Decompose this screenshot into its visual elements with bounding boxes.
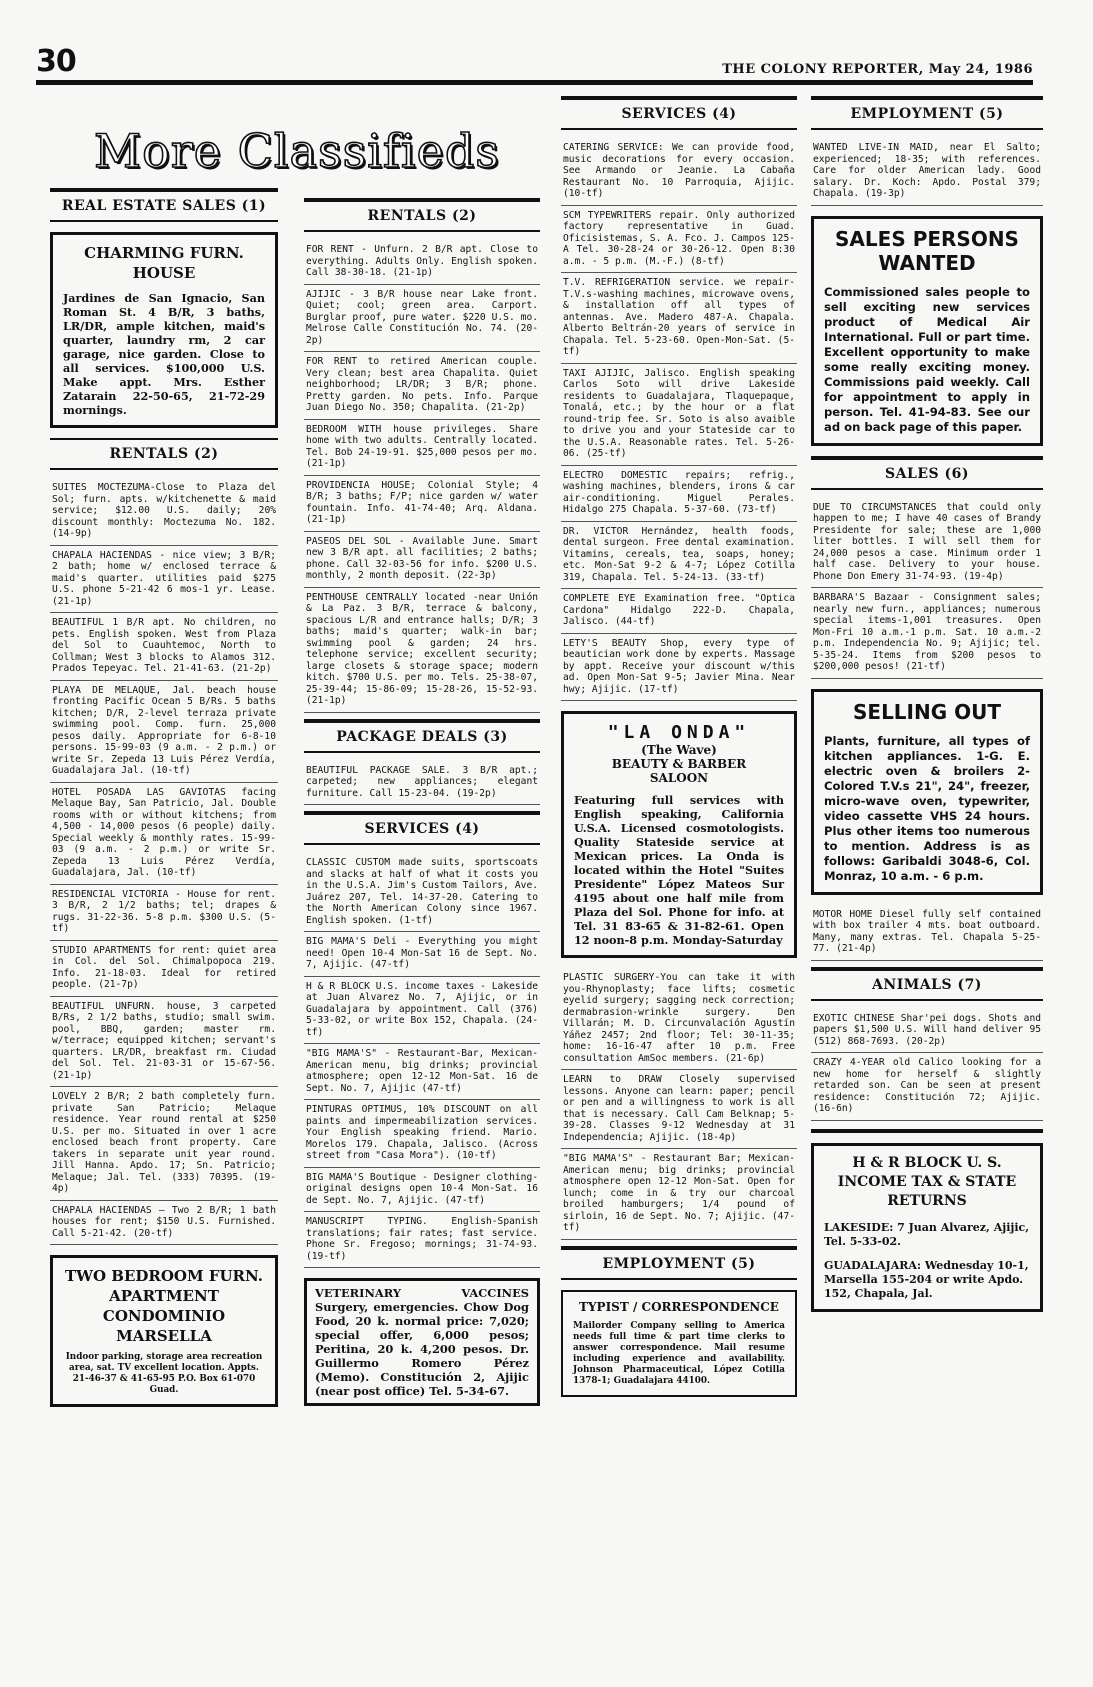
classified-ad: T.V. REFRIGERATION service. we repair-T.V.s-washing machines, microwave ovens, & installation off all types of antennas. Ave. Madero 487-A. Chapala. Alberto Beltrán-20 years of service in Chapala. Tel. 5-23-60. Open-Mon-Sat. (5-tf)	[561, 273, 797, 364]
classified-ad: BEAUTIFUL UNFURN. house, 3 carpeted B/Rs, 2 1/2 baths, studio; small swim. pool, BBQ, garden; master rm. w/terrace; equipped kitchen; servant's quarters. LR/DR, breakfast rm. Ciudad del Sol. Tel. 21-03-31 or 15-67-56. (21-1p)	[50, 997, 278, 1088]
classified-ad: CHAPALA HACIENDAS — Two 2 B/R; 1 bath houses for rent; $150 U.S. Furnished. Call 5-21-42. (20-tf)	[50, 1201, 278, 1246]
classified-ad: CLASSIC CUSTOM made suits, sportscoats and slacks at half of what it costs you in the U.S.A. Jim's Custom Tailors, Ave. Juárez 207, Tel. 14-37-20. Catering to the North American Colony since 1967. English spoken. (1-tf)	[304, 853, 540, 932]
column-3	[561, 96, 797, 1407]
ad-headline: H & R BLOCK U. S. INCOME TAX & STATE RETURNS	[837, 1154, 1017, 1209]
classified-ad: MANUSCRIPT TYPING. English-Spanish translations; fair rates; fast service. Phone Sr. Fregoso; mornings; 31-74-93. (19-tf)	[304, 1212, 540, 1268]
ad-body: VETERINARY VACCINES Surgery, emergencies. Chow Dog Food, 20 k. normal price: 7,020; special offer, 6,000 pesos; Peritina, 20 k. 4,200 pesos. Dr. Guillermo Romero Pérez (Memo). Constitución 2, Ajijic (near post office) Tel. 5-34-67.	[315, 1286, 529, 1398]
section-heading-sales: SALES (6)	[811, 456, 1043, 490]
section-heading-services: SERVICES (4)	[304, 811, 540, 845]
ad-body: Indoor parking, storage area recreation area, sat. TV excellent location. Appts. 21-46-37 & 41-65-95 P.O. Box 61-070 Guad.	[65, 1352, 263, 1395]
classified-ad: PINTURAS OPTIMUS, 10% DISCOUNT on all paints and impermeabilization services. Your English speaking friend. Mario. Morelos 179. Chapala, Jalisco. (Across street from "Casa Mora"). (10-tf)	[304, 1100, 540, 1168]
ad-subtitle: (The Wave)	[641, 743, 717, 757]
classified-ad: H & R BLOCK U.S. income taxes - Lakeside at Juan Alvarez No. 7, Ajijic, or in Guadalajara by appointment. Call (376) 5-33-02, or write Box 152, Chapala. (24-tf)	[304, 977, 540, 1045]
classified-ad: BARBARA'S Bazaar - Consignment sales; nearly new furn., appliances; numerous special items-1,001 treasures. Open Mon-Fri 10 a.m.-1 p.m. Sat. 10 a.m.-2 p.m. Independencia No. 9; Ajijic; tel. 5-35-24. Items from $200 pesos to $200,000 pesos! (21-tf)	[811, 588, 1043, 679]
classified-ad: "BIG MAMA'S" - Restaurant-Bar, Mexican-American menu, big drinks; provincial atmosphere; open 12-12 Mon-Sat. 16 de Sept. No. 7, Ajijic (47-tf)	[304, 1044, 540, 1100]
classified-ad: BIG MAMA'S Deli - Everything you might need! Open 10-4 Mon-Sat 16 de Sept. No. 7, Ajijic. (47-tf)	[304, 932, 540, 977]
classified-ad: BEAUTIFUL 1 B/R apt. No children, no pets. English spoken. West from Plaza del Sol to Cuauhtemoc, North to Collman; West 3 blocks to Alamos 312. Prados Tepeyac. Tel. 21-41-63. (21-2p)	[50, 613, 278, 681]
column-4	[811, 96, 1043, 1322]
section-heading-rentals: RENTALS (2)	[50, 438, 278, 470]
ad-subtitle: BEAUTY & BARBER	[611, 757, 747, 771]
classified-ad: COMPLETE EYE Examination free. "Optica Cardona" Hidalgo 222-D. Chapala, Jalisco. (44-tf)	[561, 589, 797, 634]
ad-body: Commissioned sales people to sell exciting new services product of Medical Air International. Full or part time. Excellent opportunity to make some really exciting money. Commissions paid weekly. Call for appointment to apply in person. Tel. 41-94-83. See our ad on back page of this paper.	[824, 284, 1030, 434]
ad-body: Jardines de San Ignacio, San Roman St. 4 B/R, 3 baths, LR/DR, ample kitchen, maid's quarter, laundry rm, 2 car garage, nice garden. Close to all services. $100,000 U.S. Make appt. Mrs. Esther Zatarain 22-50-65, 21-72-29 mornings.	[63, 291, 265, 417]
page-header: THE COLONY REPORTER, May 24, 1986	[722, 62, 1033, 77]
divider	[811, 1129, 1043, 1133]
classified-ad: CRAZY 4-YEAR old Calico looking for a new home for herself & slightly retarded son. Can be seen at present residence: Constitución 72; Ajijic. (16-6n)	[811, 1053, 1043, 1121]
section-heading-rentals: RENTALS (2)	[304, 198, 540, 232]
classified-ad: PROVIDENCIA HOUSE; Colonial Style; 4 B/R; 3 baths; F/P; nice garden w/ water fountain. Info. 41-74-40; Arq. Aldana. (21-1p)	[304, 476, 540, 532]
ad-headline: CHARMING FURN. HOUSE	[84, 244, 244, 282]
top-rule	[36, 80, 1033, 85]
classified-ad: STUDIO APARTMENTS for rent: quiet area in Col. del Sol. Chimalpopoca 219. Info. 21-18-03. Ideal for retired people. (21-7p)	[50, 941, 278, 997]
ad-body: GUADALAJARA: Wednesday 10-1, Marsella 155-204 or write Apdo. 152, Chapala, Jal.	[824, 1258, 1029, 1300]
ad-headline: TYPIST / CORRESPONDENCE	[579, 1299, 779, 1314]
classified-ad: LEARN to DRAW Closely supervised lessons. Anyone can learn: paper; pencil or pen and a willingness to work is all that is necessary. Call Cam Belknap; 5-39-28. Classes 9-12 Wednesday at 31 Independencia; Ajijic. (18-4p)	[561, 1070, 797, 1149]
section-heading-employment: EMPLOYMENT (5)	[561, 1246, 797, 1280]
classified-ad: LOVELY 2 B/R; 2 bath completely furn. private San Patricio; Melaque residence. Year round rental at $250 U.S. per mo. Situated in over 1 acre enclosed beach front property. Care takers in separate unit year round. Jill Hanna. Apdo. 17; Sn. Patricio; Melaque; Jal. Tel. (333) 70395. (19-4p)	[50, 1087, 278, 1201]
classified-ad: BEDROOM WITH house privileges. Share home with two adults. Centrally located. Tel. Bob 24-19-91. $25,000 pesos per mo. (21-1p)	[304, 420, 540, 476]
ad-headline: SELLING OUT	[853, 699, 1001, 724]
classified-ad: BEAUTIFUL PACKAGE SALE. 3 B/R apt.; carpeted; new appliances; elegant furniture. Call 15-23-04. (19-2p)	[304, 761, 540, 806]
classified-ad: SUITES MOCTEZUMA-Close to Plaza del Sol; furn. apts. w/kitchenette & maid service; $12.00 U.S. daily; 20% discount monthly: Moctezuma No. 182. (14-9p)	[50, 478, 278, 546]
classified-ad: PENTHOUSE CENTRALLY located -near Unión & La Paz. 3 B/R, terrace & balcony, spacious L/R and entrance halls; D/R; 3 baths; maid's quarter; walk-in bar; swimming pool & garden; 24 hrs. telephone service; excellent security; large closets & storage space; modern kitch. $700 U.S. per mo. Tels. 25-38-07, 25-39-44; 15-86-09; 15-28-26, 15-52-93. (21-1p)	[304, 588, 540, 713]
section-heading-package-deals: PACKAGE DEALS (3)	[304, 719, 540, 753]
classified-ad: PLAYA DE MELAQUE, Jal. beach house fronting Pacific Ocean 5 B/Rs. 5 baths kitchen; D/R, 2-level terraza private swimming pool. Comp. furn. 25,000 pesos daily. Appropriate for 6-8-10 persons. 15-99-03 (9 a.m. - 2 p.m.) or write Sr. Zepeda 13 Luis Pérez Verdía, Guadalajara Jal. (10-tf)	[50, 681, 278, 783]
ad-headline: TWO BEDROOM FURN. APARTMENT CONDOMINIO MARSELLA	[64, 1267, 263, 1345]
featured-ad-typist	[561, 1290, 797, 1397]
ad-body: LAKESIDE: 7 Juan Alvarez, Ajijic, Tel. 5-33-02.	[824, 1220, 1030, 1248]
classified-ad: RESIDENCIAL VICTORIA - House for rent. 3 B/R, 2 1/2 baths; tel; drapes & rugs. 31-22-36. 5-8 p.m. $300 U.S. (5-tf)	[50, 885, 278, 941]
classified-ad: PASEOS DEL SOL - Available June. Smart new 3 B/R apt. all facilities; 2 baths; phone. Call 32-03-56 for info. $200 U.S. monthly, 2 month deposit. (22-3p)	[304, 532, 540, 588]
classified-ad: WANTED LIVE-IN MAID, near El Salto; experienced; 18-35; with references. Care for older American lady. Good salary. Dr. Koch: Apdo. Postal 379; Chapala. (19-3p)	[811, 138, 1043, 206]
classified-ad: MOTOR HOME Diesel fully self contained with box trailer 4 mts. boat outboard. Many, many extras. Tel. Chapala 5-25-77. (21-4p)	[811, 905, 1043, 961]
classified-ad: TAXI AJIJIC, Jalisco. English speaking Carlos Soto will drive Lakeside residents to Guadalajara, Tlaquepaque, Tonalá, etc.; by the hour or a flat round-trip fee. Sr. Soto is also avaible to drive you and your Stateside car to the U.S.A. Reasonable rates. Tel. 5-26-06. (25-tf)	[561, 364, 797, 466]
section-heading-real-estate: REAL ESTATE SALES (1)	[50, 188, 278, 222]
classified-ad: CHAPALA HACIENDAS - nice view; 3 B/R; 2 bath; home w/ enclosed terrace & maid's quarter. utilities paid $275 U.S. phone 5-21-42 6 mos-1 yr. Lease. (21-1p)	[50, 546, 278, 614]
featured-ad-sales-persons	[811, 216, 1043, 446]
ad-body: Featuring full services with English speaking, California U.S.A. Licensed cosmotologists. Quality Stateside service at Mexican prices. La Onda is located within the Hotel "Suites Presidente" López Mateos Sur 4195 about one half mile from Plaza del Sol. Phone for info. at Tel. 31 83-65 & 31-82-61. Open 12 noon-8 p.m. Monday-Saturday	[574, 793, 784, 947]
featured-ad-condominio	[50, 1255, 278, 1407]
classified-ad: FOR RENT - Unfurn. 2 B/R apt. Close to everything. Adults Only. English spoken. Call 38-30-18. (21-1p)	[304, 240, 540, 285]
classified-ad: ELECTRO DOMESTIC repairs; refrig., washing machines, blenders, irons & car air-conditioning. Miguel Perales. Hidalgo 275 Chapala. 5-37-60. (73-tf)	[561, 466, 797, 522]
featured-ad-charming-house	[50, 232, 278, 428]
section-heading-animals: ANIMALS (7)	[811, 967, 1043, 1001]
featured-ad-selling-out	[811, 689, 1043, 895]
ad-headline: "LA ONDA"	[607, 722, 751, 743]
classified-ad: HOTEL POSADA LAS GAVIOTAS facing Melaque Bay, San Patricio, Jal. Double rooms with or without kitchens; from 4,500 - 14,000 pesos (6 people) daily. Special weekly & monthly rates. 15-99-03 (9 a.m. - 2 p.m.) or write Sr. Zepeda 13 Luis Pérez Verdía, Guadalajara, Jal. (10-tf)	[50, 783, 278, 885]
classified-ad: PLASTIC SURGERY-You can take it with you-Rhynoplasty; face lifts; cosmetic eyelid surgery; sagging neck correction; dermabrasion-wrinkle surgery. Den Villarán; M. D. Circunvalación Agustín Yáñez 2457; 2nd floor; Tel: 30-11-35; home: 16-16-47 after 10 p.m. Free consultation AmSoc members. (21-6p)	[561, 968, 797, 1070]
ad-subtitle: SALOON	[649, 771, 709, 785]
featured-ad-veterinary	[304, 1278, 540, 1406]
classified-ad: AJIJIC - 3 B/R house near Lake front. Quiet; cool; green area. Carport. Burglar proof, pure water. $220 U.S. mo. Melrose Calle Constitución No. 74. (20-2p)	[304, 285, 540, 353]
classified-ad: DUE TO CIRCUMSTANCES that could only happen to me; I have 40 cases of Brandy Presidente for sale; these are 1,000 liter bottles. I will sell them for 24,000 pesos a case. Minimum order 1 half case. Delivery to your house. Phone Don Emery 31-74-93. (19-4p)	[811, 498, 1043, 589]
featured-ad-la-onda	[561, 711, 797, 958]
ad-body: Mailorder Company selling to America needs full time & part time clerks to answer correspondence. Mail resume including experience and availability. Johnson Pharmaceutical, López Cotilla 1378-1; Guadalajara 44100.	[573, 1320, 785, 1386]
featured-ad-hr-block	[811, 1143, 1043, 1312]
classified-ad: FOR RENT to retired American couple. Very clean; best area Chapalita. Quiet neighborhood; LR/DR; 3 B/R; phone. Pretty garden. No pets. Info. Parque Juan Diego No. 350; Chapalita. (21-2p)	[304, 352, 540, 420]
ad-headline: SALES PERSONS WANTED	[835, 226, 1019, 275]
masthead-title: More Classifieds	[94, 124, 500, 178]
classified-ad: SCM TYPEWRITERS repair. Only authorized factory representative in Guad. Oficisistemas, S. A. Fco. J. Campos 125-A Tel. 30-28-24 or 30-26-12. Open 8:30 a.m. - 5 p.m. (M.-F.) (8-tf)	[561, 206, 797, 274]
classified-ad: BIG MAMA'S Boutique - Designer clothing-original designs open 10-4 Mon-Sat. 16 de Sept. No. 7, Ajijic. (47-tf)	[304, 1168, 540, 1213]
section-heading-services: SERVICES (4)	[561, 96, 797, 130]
section-heading-employment: EMPLOYMENT (5)	[811, 96, 1043, 130]
classified-ad: LETY'S BEAUTY Shop, every type of beautician work done by experts. Massage by appt. Receive your discount w/this ad. Open Mon-Sat 9-5; Javier Mina. Near hwy; Ajijic. (17-tf)	[561, 634, 797, 702]
classified-ad: "BIG MAMA'S" - Restaurant Bar; Mexican-American menu; big drinks; provincial atmosphere open 12-12 Mon-Sat. Open for lunch; come in & try our charcoal broiled hamburgers; 1/4 pound of sirloin, 16 de Sept. No. 7; Ajijic. (47-tf)	[561, 1149, 797, 1240]
classified-ad: CATERING SERVICE: We can provide food, music decorations for every occasion. See Armando or Jeanie. La Cabaña Restaurant No. 10 Parroquia, Ajijic. (10-tf)	[561, 138, 797, 206]
classified-ad: EXOTIC CHINESE Shar'pei dogs. Shots and papers $1,500 U.S. Will hand deliver 95 (512) 868-7693. (20-2p)	[811, 1009, 1043, 1054]
page-number: 30	[36, 44, 76, 79]
classified-ad: DR. VICTOR Hernández, health foods, dental surgeon. Free dental examination. Vitamins, cereals, tea, soaps, honey; etc. Mon-Sat 9-2 & 4-7; López Cotilla 319, Chapala. Tel. 5-24-13. (33-tf)	[561, 522, 797, 590]
ad-body: Plants, furniture, all types of kitchen appliances. 1-G. E. electric oven & broilers 2-Colored T.V.s 21", 24", freezer, micro-wave oven, typewriter, video cassette VHS 24 hours. Plus other items too numerous to mention. Address is as follows: Garibaldi 3048-6, Col. Monraz, 10 a.m. - 6 p.m.	[824, 733, 1030, 883]
column-2	[304, 96, 540, 1416]
